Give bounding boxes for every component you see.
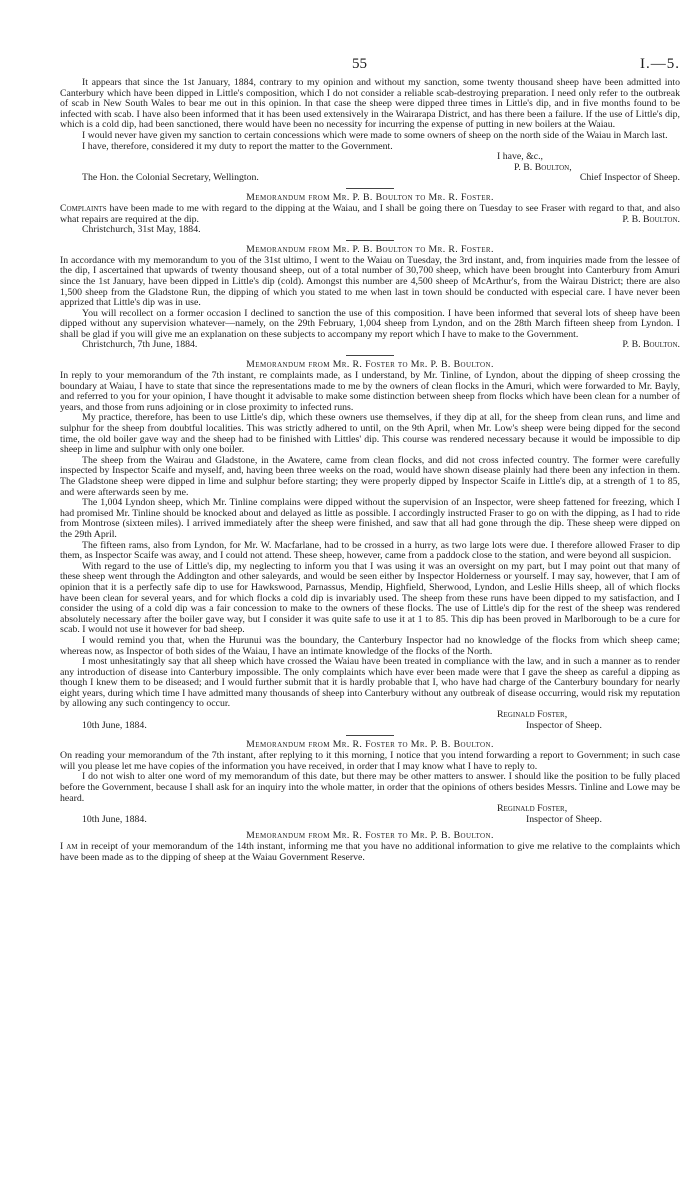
- memo-title: Memorandum from Mr. R. Foster to Mr. P. B. Boulton.: [246, 359, 494, 371]
- memo-date: 10th June, 1884.: [82, 719, 147, 731]
- memo-title: Memorandum from Mr. R. Foster to Mr. P. B. Boulton.: [246, 830, 494, 842]
- memo-title: Memorandum from Mr. P. B. Boulton to Mr. R. Foster.: [246, 191, 494, 203]
- memo-paragraph: I do not wish to alter one word of my memorandum of this date, but there may be other matters to answer. I should like the position to be fully placed before the Government, because I shall ask for an inquiry into the whole matter, in order that the opinions of others besides Messrs. Tinline and Lowe may be heard.: [60, 771, 680, 804]
- memo-paragraph: With regard to the use of Little's dip, my neglecting to inform you that I was using it was an oversight on my part, but I may point out that many of these sheep went through the Addington and other saleyards, and would be seen either by Inspector Holderness or yourself. I may say, however, that I am of opinion that it is a perfectly safe dip to use for Hawkswood, Parnassus, Mendip, Highfield, Sherwood, Lyndon, and Leslie Hills sheep, all of which flocks have been clean for several years, and for which flocks a cold dip is invariably used. The sheep from these runs have been dipped to my satisfaction, and I consider the using of a cold dip was a fair concession to make to the owners of these flocks. The use of Little's dip for the rest of the sheep was rendered absolutely necessary after the boiler gave way, but I consider it was quite safe to use it at 1 to 85. This dip has been proved in Marlborough to be a cure for scab. I would not use it however for bad sheep.: [60, 560, 680, 636]
- memo-signature: P. B. Boulton.: [622, 213, 680, 225]
- section-divider: [346, 188, 394, 189]
- memo-signer-title: Inspector of Sheep.: [526, 813, 602, 825]
- document-reference: I.—5.: [640, 56, 680, 72]
- memo-signature: P. B. Boulton.: [622, 339, 680, 351]
- memo-paragraph: I would remind you that, when the Hurunui was the boundary, the Canterbury Inspector had no knowledge of the flocks from which sheep came; whereas now, as Inspector of both sides of the Waiau, I have an intimate knowledge of the flocks of the North.: [60, 634, 680, 657]
- section-divider: [346, 735, 394, 736]
- section-divider: [346, 240, 394, 241]
- memo-signature: Reginald Foster,: [497, 803, 568, 815]
- memo-signer-title: Inspector of Sheep.: [526, 719, 602, 731]
- memo-place-date: Christchurch, 31st May, 1884.: [82, 224, 201, 236]
- page-header: [60, 52, 680, 78]
- letter-signature: P. B. Boulton,: [514, 161, 572, 173]
- memo-paragraph: In reply to your memorandum of the 7th instant, re complaints made, as I understand, by Mr. Tinline, of Lyndon, about the dipping of sheep crossing the boundary at Waiau, I have to state that since the representations made to me by the owners of clean flocks in the Amuri, which were forwarded to Mr. Bayly, and referred to you for your opinion, I have thought it advisable to make some distinction between sheep from flocks which have been clean for a number of years, and those from runs adjoining or in close proximity to infected runs.: [60, 370, 680, 413]
- memo-3: [60, 359, 680, 731]
- memo-title: Memorandum from Mr. R. Foster to Mr. P. B. Boulton.: [246, 739, 494, 751]
- memo-paragraph: Complaints have been made to me with regard to the dipping at the Waiau, and I shall be going there on Tuesday to see Fraser with regard to that, and also what repairs are required at the dip.: [60, 202, 680, 225]
- letter-addressee: The Hon. the Colonial Secretary, Wellington.: [82, 172, 259, 184]
- letter-section: [60, 78, 680, 184]
- memo-paragraph: I am in receipt of your memorandum of the 14th instant, informing me that you have no additional information to give me relative to the complaints which have been made as to the dipping of sheep at the Waiau Government Reserve.: [60, 841, 680, 863]
- memo-2: [60, 244, 680, 351]
- memo-signature: Reginald Foster,: [497, 709, 568, 721]
- memo-paragraph: In accordance with my memorandum to you of the 31st ultimo, I went to the Waiau on Tuesday, the 3rd instant, and, from inquiries made from the lessee of the dip, I ascertained that upwards of twenty thousand sheep, out of a total number of 30,700 sheep, which have been brought into Canterbury from Amuri since the 1st January, have been dipped in Little's dip (cold). Amongst this number are 4,500 sheep of McArthur's, from the Wairau District; there are also 1,500 sheep from the Gladstone Run, the dipping of which you stated to me when last in town should be conducted with especial care. I have never been apprized that Little's dip was in use.: [60, 254, 680, 309]
- letter-signer-title: Chief Inspector of Sheep.: [579, 172, 680, 184]
- memo-place-date: Christchurch, 7th June, 1884.: [82, 339, 198, 351]
- letter-closing: I have, &c.,: [497, 151, 543, 163]
- letter-paragraph: I have, therefore, considered it my duty to report the matter to the Government.: [82, 140, 393, 152]
- memo-paragraph: The 1,004 Lyndon sheep, which Mr. Tinline complains were dipped without the supervision of an Inspector, were sheep fattened for freezing, which I had promised Mr. Tinline should be knocked about and delayed as little as possible. I accordingly instructed Fraser to go on with the dipping, as I had to ride from Montrose (sixteen miles). I arrived immediately after the sheep were finished, and saw that all had gone through the dip. These sheep were dipped on the 29th April.: [60, 497, 680, 540]
- memo-paragraph: On reading your memorandum of the 7th instant, after replying to it this morning, I notice that you intend forwarding a report to Government; in such case will you please let me have copies of the information you have received, in order that I may know what I have to reply to.: [60, 750, 680, 772]
- memo-paragraph: I most unhesitatingly say that all sheep which have crossed the Waiau have been treated in compliance with the law, and in such a manner as to render any introduction of disease into Canterbury impossible. The only complaints which have ever been made were that I gave the sheep as careful a dipping as though I knew them to be diseased; and I would further submit that it is hardly probable that I, who have had charge of the Canterbury boundary for nearly eight years, during which time I have admitted many thousands of sheep into Canterbury without any outbreak of disease occurring, would risk my reputation by allowing any such contingency to occur.: [60, 656, 680, 710]
- page-number: 55: [352, 56, 367, 72]
- memo-title: Memorandum from Mr. P. B. Boulton to Mr. R. Foster.: [246, 243, 494, 255]
- memo-1: [60, 192, 680, 236]
- memo-4: [60, 739, 680, 825]
- memo-date: 10th June, 1884.: [82, 813, 147, 825]
- memo-paragraph: My practice, therefore, has been to use Little's dip, which these owners use themselves, if they dip at all, for the sheep from clean runs, and lime and sulphur for the sheep from doubtful localities. This was strictly adhered to until, on the 9th April, when Mr. Low's sheep were being dipped for the second time, the old boiler gave way and the sheep had to be finished with Littles' dip. This course was rendered necessary because it would be impossible to dip sheep in lime and sulphur with only one boiler.: [60, 412, 680, 456]
- letter-paragraph: I would never have given my sanction to certain concessions which were made to some owners of sheep on the north side of the Waiau in March last.: [82, 129, 668, 141]
- section-divider: [346, 355, 394, 356]
- memo-paragraph: You will recollect on a former occasion I declined to sanction the use of this composition. I have been informed that several lots of sheep have been dipped without any supervision whatever—namely, on the 29th February, 1,004 sheep from Lyndon, and on the 28th March fifteen sheep from Lyndon. I shall be glad if you will give me an explanation on these subjects to accompany my report which I have to make to the Government.: [60, 307, 680, 340]
- memo-5: [60, 830, 680, 863]
- document-page: [60, 52, 680, 864]
- memo-paragraph: The fifteen rams, also from Lyndon, for Mr. W. Macfarlane, had to be crossed in a hurry, as two large lots were due. I therefore allowed Fraser to dip them, as Inspector Scaife was away, and I could not attend. These sheep, however, came from a paddock close to the station, and were beyond all suspicion.: [60, 539, 680, 562]
- letter-paragraph: It appears that since the 1st January, 1884, contrary to my opinion and without my sanction, some twenty thousand sheep have been admitted into Canterbury which have been dipped in Little's composition, which I do not consider a reliable scab-destroying preparation. I need only refer to the outbreak of scab in New South Wales to bear me out in this opinion. In that case the sheep were dipped three times in Little's dip, and in five months found to be infected with scab. I have also been informed that it has been used extensively in the Wairarapa District, and has there been a failure. If the use of Little's dip, which is a cold dip, had been sanctioned, there would have been no necessity for incurring the expense of putting in new boilers at the Waiau.: [60, 77, 680, 131]
- memo-paragraph: The sheep from the Wairau and Gladstone, in the Awatere, came from clean flocks, and did not cross infected country. The former were carefully inspected by Inspector Scaife and myself, and, having been three weeks on the road, would have shown disease plainly had there been any infection in them. The Gladstone sheep were dipped in lime and sulphur before starting; they were properly dipped by Inspector Scaife in Little's dip, at a strength of 1 to 85, and were afterwards seen by me.: [60, 454, 680, 498]
